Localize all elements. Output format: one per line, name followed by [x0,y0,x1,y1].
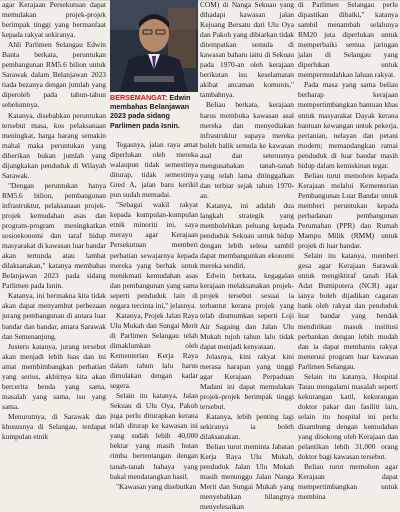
paragraph: Tegasnya, jalan raya amat diperlukan oleh mereka walaupun tidak semestinya diturap, tidak semestinya Gred A, jalan baru kerikil pun sudah memadai. [110,140,198,200]
paragraph: di Parlimen Selangau perlu dipastikan dibaiki," katanya sambil menambah selalunya RM20 juta diperlukan untuk memperbaiki semua jaringan jalan di Selangau yang diperlukan untuk mempermudahkan laluan rakyat. [298,0,398,80]
paragraph: Beliau turut memohon kepada Kerajaan melalui Kementerian Pembangunan Luar Bandar untuk memberi peruntukan kepada perbadanan pembangunan Perumahan (PPR) dan Rumah Mampu Milik (RMM) untuk projek di luar bandar. [298,170,398,251]
paragraph: Ahli Parlimen Selangau Edwin Banta berkata, peruntukan pembangunan RM5.6 bilion untuk Sarawak dalam Belanjawan 2023 tiada bezanya dengan jumlah yang diperoleh pada tahun-tahun sebelumnya. [2,40,106,110]
paragraph: COM) di Nanga Sekuau yang dihadapi kawasan jalan Kejuang Bersatu dari Ulu Oya dan Pakoh yang dibiarkan tidak ditempatkan semula di kawasan baharu iaitu di Sekuau pada 1970-an oleh kerajaan berikutan isu keselamatan akibat ancaman komunis," tambahnya. [200,0,294,100]
paragraph: agar Kerajaan Persekutuan dapat memulakan projek-projek berimpak tinggi yang bermanfaat kepada rakyat sekiranya. [2,0,106,40]
article-column-1 [2,0,106,442]
paragraph: Katanya, ini adalah dua langkah strategik yang membolehkan peluang kepada penduduk Sekuau untuk hidup dengan lebih selesa sambil dapat membangunkan ekonomi mereka sendiri. [200,200,294,271]
article-column-2 [110,140,198,491]
paragraph: Justeru katanya, jurang tersebut akan menjadi lebih luas dan ini amat membimbangkan perhatian yang serius, akhirnya kita akan bercerita benda yang sama, masalah yang sama, isu yang sama. [2,341,106,411]
article-column-4 [298,0,398,502]
paragraph: Jelasnya, kini rakyat kini merasa harapan yang tinggi agar Kerajaan Perpaduan Madani ini dapat memulakan projek-projek berimpak tinggi tersebut. [200,351,294,411]
paragraph: Selain itu katanya, memberi gesa agar Kerajaan Sarawak untuk mengiktiraf tanah Hak Adat Bumiputera (NCR) agar ianya boleh dijadikan cagaran bank oleh rakyat dan penduduk luar bandar yang hendak mendirikan masuk institusi perbankan dengan lebih mudah dan ia dapat membantu rakyat menerusi program luar kawasan Parlimen Selangau. [298,251,398,371]
paragraph: Beliau berkata, kerajaan harus membuka kawasan asal mereka dan menyediakan infrastruktur supaya mereka boleh balik semula ke kawasan asal dan seterusnya mengusahakan tanah-tanah yang telah lama ditinggalkan dan terbiar sejak tahun 1970-an. [200,100,294,200]
paragraph: Edwin berkata, kegagalan kerajaan melaksanakan projek-projek tersebut sesuai ia terbantut kerana projek yang telah diumumkan seperti Loji Air Sagaing dan Jalan Ulu Mukah tujuh tahun lalu tidak dapat menjadi kenyataan. [200,271,294,351]
article-column-3 [200,0,294,512]
paragraph: "Sebagai wakil rakyat kepada kumpulan-kumpulan etnik minoriti ini, saya merayu agar Kerajaan Persekutuan memberi perhatian sewajarnya kepada mereka yang berhak untuk menikmati kemudahan asas dan pembangunan yang sama seperti penduduk lain di negara tercinta ini," jelasnya. [110,200,198,310]
paragraph: Beliau turut memohon agar Kerajaan dapat mempertimbangkan untuk membina [298,462,398,502]
paragraph: "Dengan peruntukan hanya RM5.6 bilion, pembangunan infrastruktur, pelaksanaan projek-projek kemudahan asas dan program-program meningkatkan sosioekonomi dan taraf hidup masyarakat di kawasan luar bandar akan tertunda atau lambat dilaksanakan," katanya membahas Belanjawan 2023 pada sidang Parlimen pada Isnin. [2,180,106,291]
paragraph: Katanya, disebabkan peruntukan tersebut masa, kos pelaksanaan meningkat, harga barang semakin mahal maka peruntukan yang diberikan bukan jumlah yang dijangkakan penduduk di Wilayah Sarawak. [2,110,106,180]
paragraph: Selain itu katanya, Jalan Sekuau di Ulu Oya, Pakoh juga perlu diturapkan kerana telah diturap ke kawasan ini yang sudah lebih 40,000 bektar yang masih hutan rimba bertentangan dengan tanah-tanah bahaya yang bakal mendatangkan hasil. [110,391,198,481]
paragraph: Katanya, ini bermakna kita tidak akan dapat menyambut perbezaan jurang pembangunan di antara luar bandar dan bandar, antara Sarawak dan Semenanjung. [2,291,106,341]
speaker-photo [110,0,198,92]
photo-caption [110,93,198,137]
paragraph: Katanya, lebih penting lagi sekiranya ia boleh dilaksanakan. [200,411,294,442]
caption-kicker: BERSEMANGAT: [110,93,168,102]
paragraph: "Kawasan yang disebutkan [116,481,197,491]
caption-text: Edwin membahas Belanjawan 2023 pada sidang Parlimen pada Isnin. [110,93,191,130]
paragraph: Menurutnya, di Sarawak dan khususnya di Selangau, terdapat kumpulan etnik [2,411,106,442]
paragraph: Beliau turut meminta Jabatan Kerja Raya Ulu Mukah, penduduk Jalan Ulu Mukah masih menunggu Jalan Nanga Merit dan Sungai Mukah yang menyebabkan hilangnya menyelesaikan [200,442,294,512]
paragraph: Pada masa yang sama beliau berharap kerajaan mempertimbangkan bantuan khas untuk masyarakat Dayak kerana bantuan kewangan untuk pekerja, pertanian, nelayan dan petani modern; memandangkan ramai penduduk di luar bandar masih hidup dalam kemiskinan tegar. [298,80,398,170]
paragraph: Selain itu katanya, Hospital Tatau mengalami masalah seperti kekurangan katil, kekurangan doktor pakar dan fasiliti lain, selain itu hospital ini perlu disambung dengan kemudahan yang disokong oleh Kerajaan dan pelantikan lebih 31,000 orang doktor bagi kawasan tersebut. [298,371,398,462]
paragraph: Katanya, Projek Jalan Raya Ulu Mukah dan Sungai Merit di Parlimen Selangau telah dimaklumkan oleh Kementerian Kerja Raya dalam tahun lalu harus dimulakan dengan kadar segera. [110,310,198,391]
portrait-illustration [110,0,198,92]
